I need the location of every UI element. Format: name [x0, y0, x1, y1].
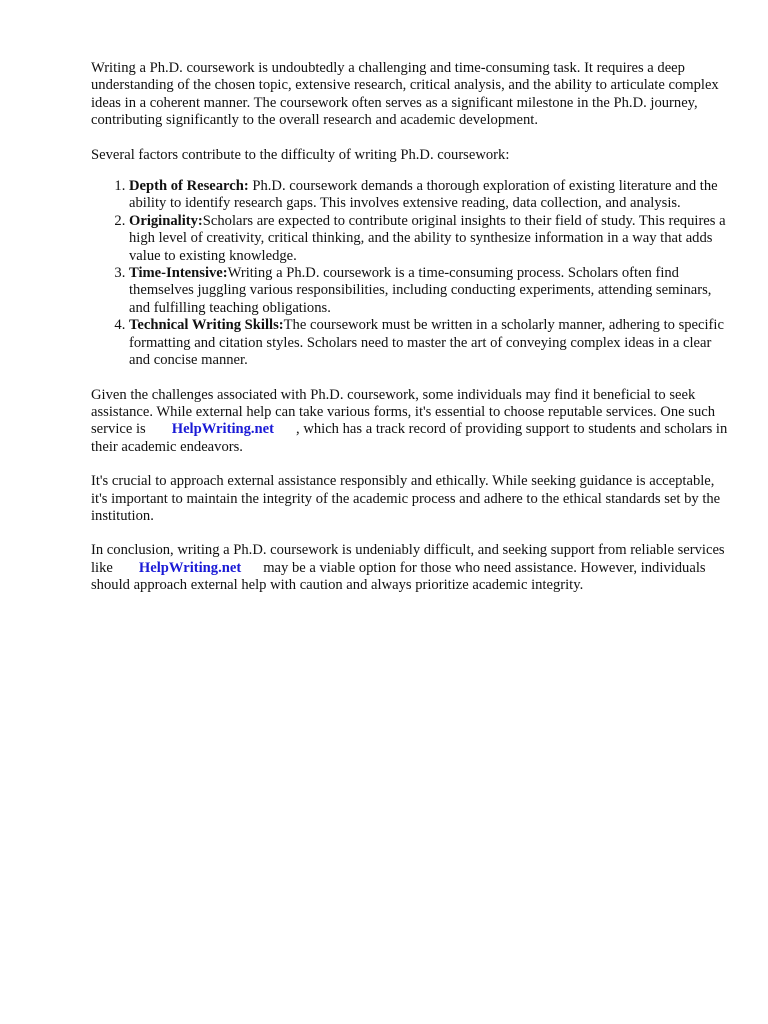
challenges-text-before: Given the challenges associated with Ph.D. coursework, some individuals may find it beneficial to seek assistance. While external help can take various forms, it's essential to choose reputable services. One such service is [91, 386, 716, 438]
document-page [91, 60, 731, 612]
conclusion-paragraph [91, 542, 731, 594]
helpwriting-link[interactable]: HelpWriting.net [171, 421, 275, 438]
factor-text: Writing a Ph.D. coursework is a time-consuming process. Scholars often find themselves juggling various responsibilities, including conducting experiments, attending seminars, and fulfilling teaching obligations. [129, 265, 712, 316]
challenges-text-after: , which has a track record of providing support to students and scholars in their academic endeavors. [91, 421, 728, 455]
ethics-paragraph: It's crucial to approach external assistance responsibly and ethically. While seeking guidance is acceptable, it's important to maintain the integrity of the academic process and adhere to the ethical standards set by the institution. [91, 473, 721, 524]
factor-term: Originality: [129, 212, 203, 229]
conclusion-text-after: may be a viable option for those who need assistance. However, individuals should approach external help with caution and always prioritize academic integrity. [91, 559, 706, 594]
challenges-paragraph [91, 387, 731, 457]
list-item [129, 317, 731, 369]
list-item [129, 178, 731, 213]
factor-text: Scholars are expected to contribute original insights to their field of study. This requires a high level of creativity, critical thinking, and the ability to synthesize information in a way that adds value to existing knowledge. [129, 212, 726, 264]
helpwriting-link[interactable]: HelpWriting.net [138, 559, 242, 576]
factor-text: Ph.D. coursework demands a thorough exploration of existing literature and the ability to identify research gaps. This involves extensive reading, data collection, and analysis. [129, 178, 718, 212]
list-item [129, 265, 731, 317]
factor-text: The coursework must be written in a scholarly manner, adhering to specific formatting and citation styles. Scholars need to master the art of conveying complex ideas in a clear and concise manner. [129, 317, 724, 369]
conclusion-text-before: In conclusion, writing a Ph.D. coursework is undeniably difficult, and seeking support from reliable services like [91, 542, 725, 576]
factor-term: Depth of Research: [129, 178, 249, 195]
factor-term: Time-Intensive: [129, 265, 228, 282]
factors-list [91, 178, 731, 369]
list-item [129, 213, 731, 265]
factors-lead-paragraph: Several factors contribute to the difficulty of writing Ph.D. coursework: [91, 146, 510, 163]
factor-term: Technical Writing Skills: [129, 317, 284, 334]
intro-paragraph: Writing a Ph.D. coursework is undoubtedly a challenging and time-consuming task. It requires a deep understanding of the chosen topic, extensive research, critical analysis, and the ability to articulate complex ideas in a coherent manner. The coursework often serves as a significant milestone in the Ph.D. journey, contributing significantly to the overall research and academic development. [91, 60, 719, 129]
